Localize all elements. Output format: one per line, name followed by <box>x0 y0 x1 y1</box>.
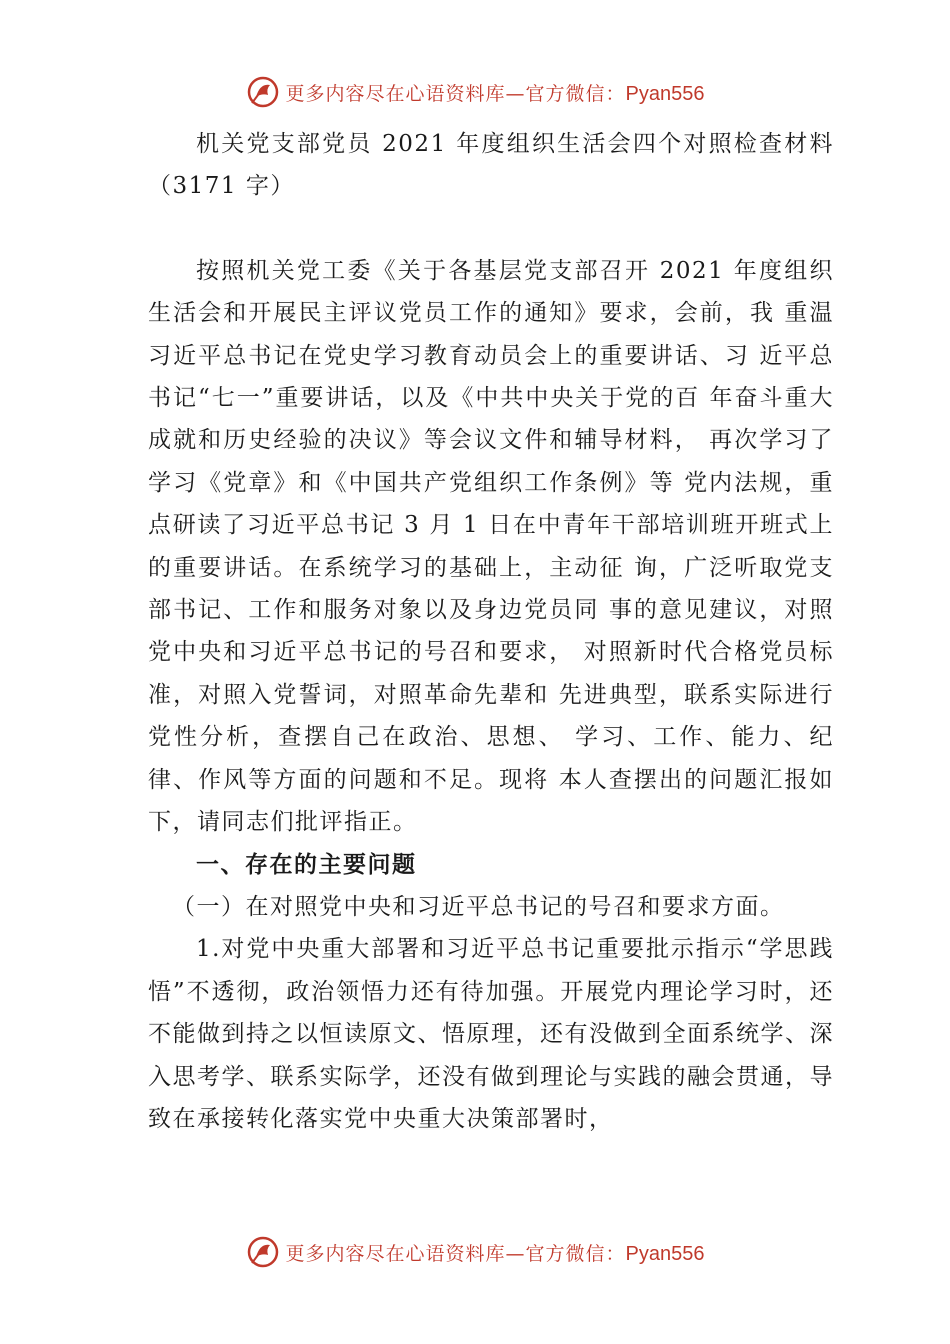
intro-paragraph: 按照机关党工委《关于各基层党支部召开 2021 年度组织生活会和开展民主评议党员工作的通知》要求，会前，我 重温习近平总书记在党史学习教育动员会上的重要讲话、习 近平总书记“七一”重要讲话，以及《中共中央关于党的百 年奋斗重大成就和历史经验的决议》等会议文件和辅导材料， 再次学习了学习《党章》和《中国共产党组织工作条例》等 党内法规，重点研读了习近平总书记 3 月 1 日在中青年干部培训班开班式上的重要讲话。在系统学习的基础上，主动征 询，广泛听取党支部书记、工作和服务对象以及身边党员同 事的意见建议，对照党中央和习近平总书记的号召和要求， 对照新时代合格党员标准，对照入党誓词，对照革命先辈和 先进典型，联系实际进行党性分析，查摆自己在政治、思想、 学习、工作、能力、纪律、作风等方面的问题和不足。现将 本人查摆出的问题汇报如下，请同志们批评指正。 <box>148 257 834 836</box>
spacer <box>148 208 834 250</box>
footer-banner <box>0 1232 950 1272</box>
document-title: 机关党支部党员 2021 年度组织生活会四个对照检查材料（3171 字） <box>148 131 834 200</box>
banner-text: 更多内容尽在心语资料库—官方微信：Pyan556 <box>285 82 705 105</box>
subsection-heading: （一）在对照党中央和习近平总书记的号召和要求方面。 <box>172 893 785 920</box>
section-heading: 一、存在的主要问题 <box>196 851 417 878</box>
banner-contact: Pyan556 <box>625 82 705 105</box>
seal-logo-icon <box>246 75 280 109</box>
header-banner <box>0 72 950 112</box>
seal-logo-icon <box>246 1235 280 1269</box>
banner-contact: Pyan556 <box>625 1242 705 1265</box>
item-paragraph: 1.对党中央重大部署和习近平总书记重要批示指示“学思践悟”不透彻，政治领悟力还有待加强。开展党内理论学习时，还不能做到持之以恒读原文、悟原理，还有没做到全面系统学、深入思考学、联系实际学，还没有做到理论与实践的融会贯通，导致在承接转化落实党中央重大决策部署时， <box>148 936 834 1132</box>
document-body <box>148 123 834 1140</box>
banner-text: 更多内容尽在心语资料库—官方微信：Pyan556 <box>285 1242 705 1265</box>
